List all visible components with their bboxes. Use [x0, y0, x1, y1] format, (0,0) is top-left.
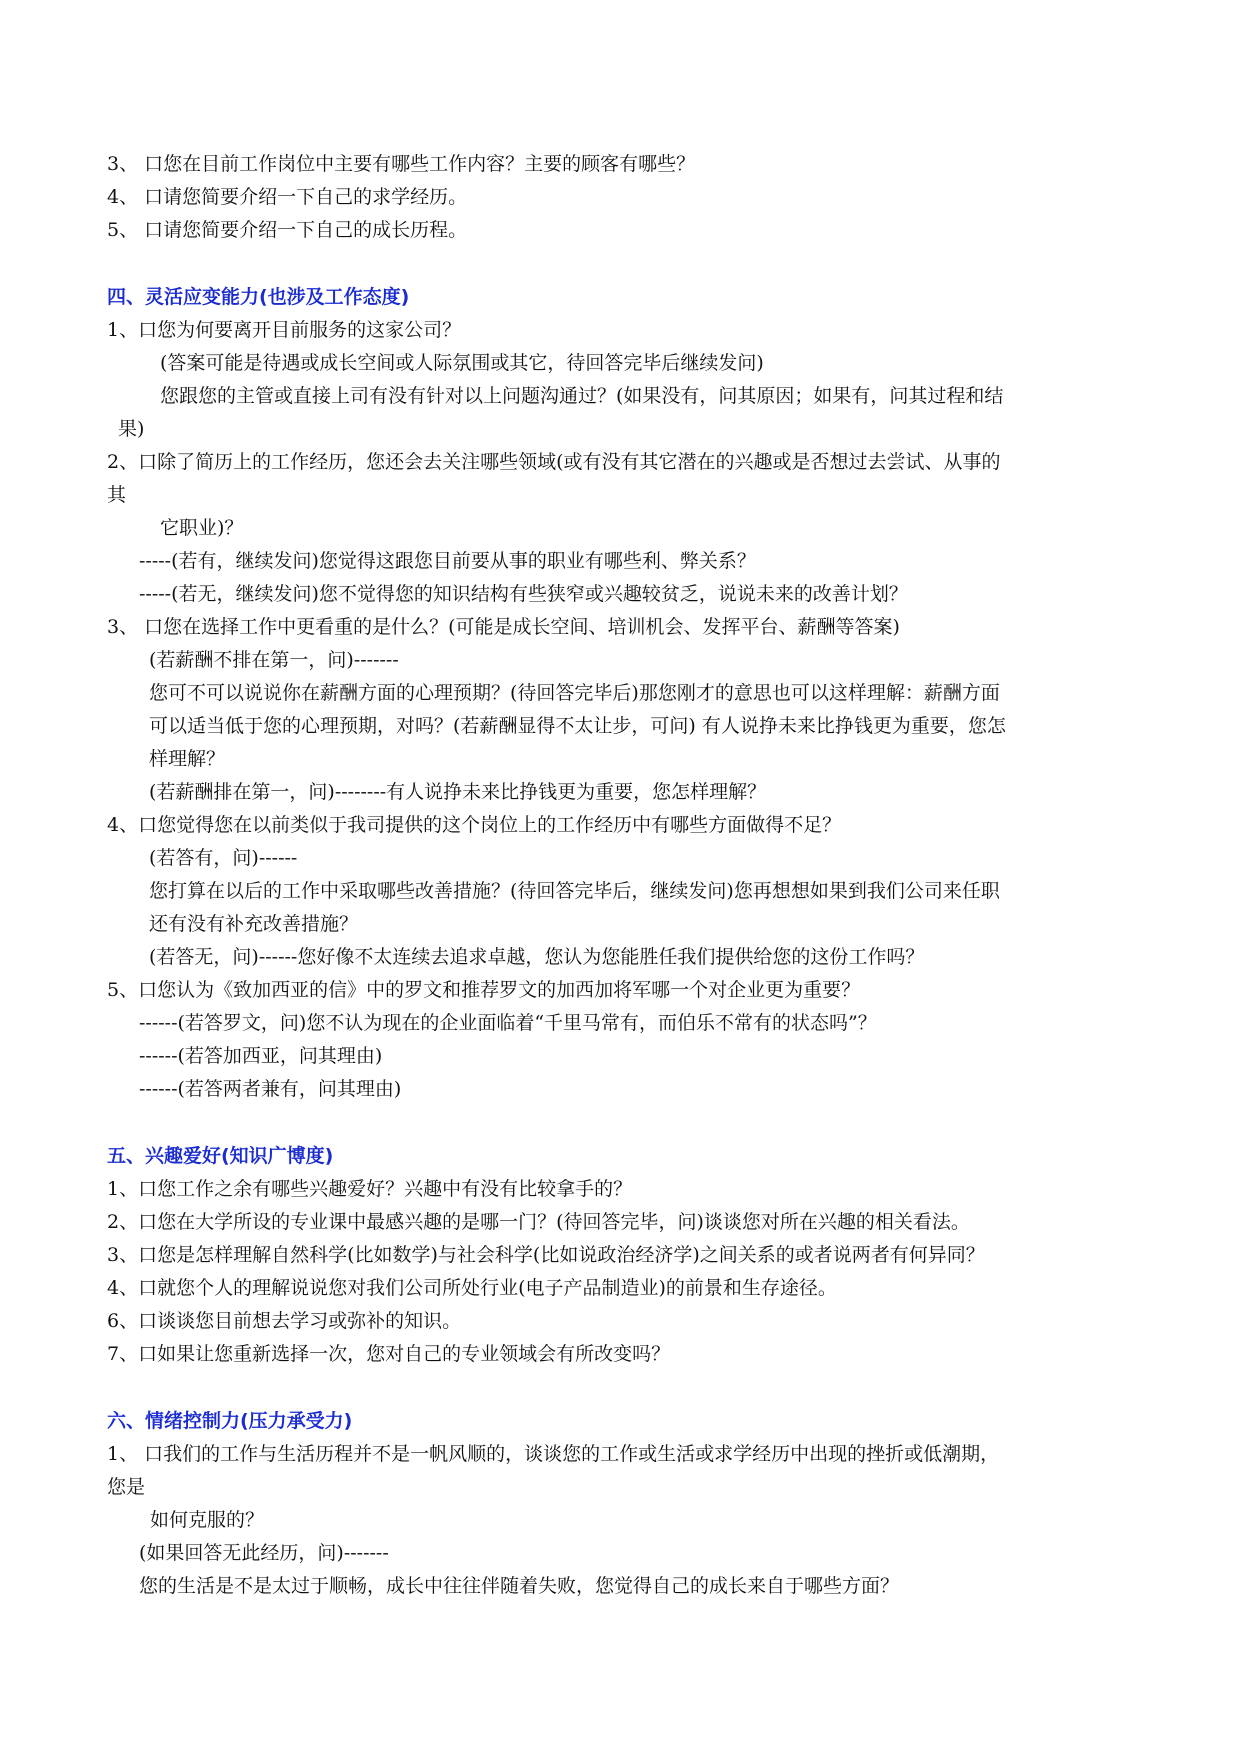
text-line: (若答有，问)------: [149, 847, 298, 869]
text-line: 它职业)？: [160, 517, 244, 539]
text-line: 样理解？: [149, 748, 226, 770]
list-item: 5、 口请您简要介绍一下自己的成长历程。: [107, 219, 468, 241]
text-line: 其: [107, 484, 127, 506]
section-heading: 四、灵活应变能力(也涉及工作态度): [107, 286, 410, 308]
text-line: -----(若无，继续发问)您不觉得您的知识结构有些狭窄或兴趣较贫乏，说说未来的改善计划？: [139, 583, 908, 605]
text-line: (答案可能是待遇或成长空间或人际氛围或其它，待回答完毕后继续发问): [160, 352, 764, 374]
section-heading: 五、兴趣爱好(知识广博度): [107, 1145, 334, 1167]
text-line: -----(若有，继续发问)您觉得这跟您目前要从事的职业有哪些利、弊关系？: [139, 550, 756, 572]
list-item: 4、 口请您简要介绍一下自己的求学经历。: [107, 186, 468, 208]
text-line: (若薪酬不排在第一，问)-------: [149, 649, 399, 671]
text-line: ------(若答罗文，问)您不认为现在的企业面临着“千里马常有，而伯乐不常有的状态吗”？: [139, 1012, 877, 1034]
text-line: ------(若答加西亚，问其理由): [139, 1045, 383, 1067]
list-item: 7、口如果让您重新选择一次，您对自己的专业领域会有所改变吗？: [107, 1343, 671, 1365]
list-item: 4、口您觉得您在以前类似于我司提供的这个岗位上的工作经历中有哪些方面做得不足？: [107, 814, 842, 836]
list-item: 1、 口我们的工作与生活历程并不是一帆风顺的，谈谈您的工作或生活或求学经历中出现的挫折或低潮期，: [107, 1443, 1000, 1465]
list-item: 3、 口您在目前工作岗位中主要有哪些工作内容？主要的顾客有哪些？: [107, 153, 696, 175]
list-item: 1、口您工作之余有哪些兴趣爱好？兴趣中有没有比较拿手的？: [107, 1178, 633, 1200]
list-item: 2、口您在大学所设的专业课中最感兴趣的是哪一门？(待回答完毕，问)谈谈您对所在兴趣的相关看法。: [107, 1211, 970, 1233]
list-item: 3、口您是怎样理解自然科学(比如数学)与社会科学(比如说政治经济学)之间关系的或者说两者有何异同？: [107, 1244, 985, 1266]
section-heading: 六、情绪控制力(压力承受力): [107, 1410, 353, 1432]
text-line: 还有没有补充改善措施？: [149, 913, 359, 935]
text-line: (若薪酬排在第一，问)--------有人说挣未来比挣钱更为重要，您怎样理解？: [149, 781, 767, 803]
text-line: 如何克服的？: [150, 1509, 265, 1531]
list-item: 3、 口您在选择工作中更看重的是什么？(可能是成长空间、培训机会、发挥平台、薪酬等答案): [107, 616, 900, 638]
list-item: 5、口您认为《致加西亚的信》中的罗文和推荐罗文的加西加将军哪一个对企业更为重要？: [107, 979, 861, 1001]
list-item: 1、口您为何要离开目前服务的这家公司？: [107, 319, 462, 341]
text-line: (如果回答无此经历，问)-------: [139, 1542, 389, 1564]
list-item: 4、口就您个人的理解说说您对我们公司所处行业(电子产品制造业)的前景和生存途径。: [107, 1277, 837, 1299]
text-line: 您的生活是不是太过于顺畅，成长中往往伴随着失败，您觉得自己的成长来自于哪些方面？: [139, 1575, 900, 1597]
text-line: 您是: [107, 1476, 146, 1498]
text-line: 您可不可以说说你在薪酬方面的心理预期？(待回答完毕后)那您刚才的意思也可以这样理解：薪酬方面: [149, 682, 1000, 704]
text-line: 果): [118, 418, 145, 440]
text-line: (若答无，问)------您好像不太连续去追求卓越，您认为您能胜任我们提供给您的这份工作吗？: [149, 946, 925, 968]
text-line: 您跟您的主管或直接上司有没有针对以上问题沟通过？(如果没有，问其原因；如果有，问其过程和结: [160, 385, 1004, 407]
list-item: 2、口除了简历上的工作经历，您还会去关注哪些领域(或有没有其它潜在的兴趣或是否想过去尝试、从事的: [107, 451, 1001, 473]
text-line: 可以适当低于您的心理预期，对吗？(若薪酬显得不太让步，可问) 有人说挣未来比挣钱更为重要，您怎: [149, 715, 1006, 737]
text-line: 您打算在以后的工作中采取哪些改善措施？(待回答完毕后，继续发问)您再想想如果到我们公司来任职: [149, 880, 1000, 902]
list-item: 6、口谈谈您目前想去学习或弥补的知识。: [107, 1310, 462, 1332]
text-line: ------(若答两者兼有，问其理由): [139, 1078, 402, 1100]
